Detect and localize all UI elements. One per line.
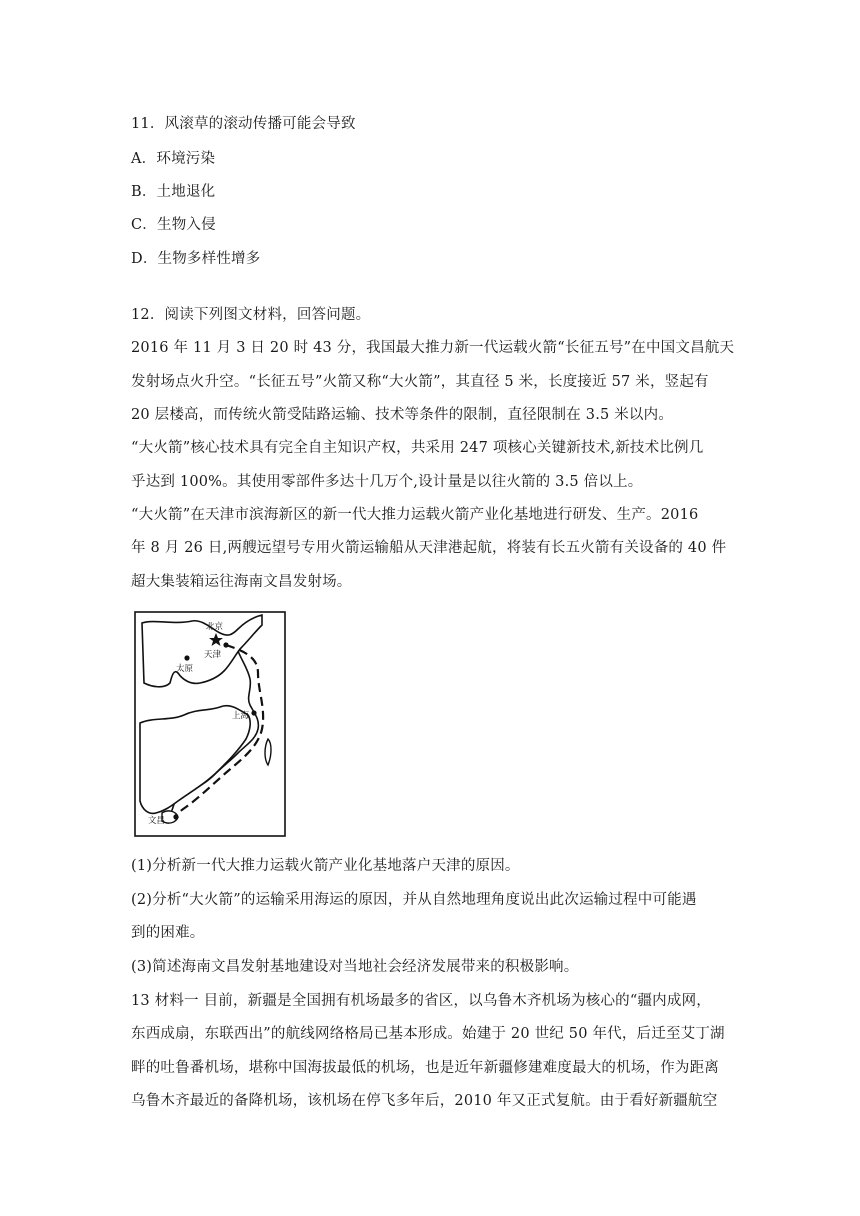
wenchang-dot-icon xyxy=(173,814,178,819)
q13-line: 畔的吐鲁番机场，堪称中国海拔最低的机场，也是近年新疆修建难度最大的机场，作为距离 xyxy=(131,1060,719,1076)
q12-subquestion-2: (2)分析“大火箭”的运输采用海运的原因，并从自然地理角度说出此次运输过程中可能遇 xyxy=(131,892,697,908)
q12-paragraph-line: 20 层楼高，而传统火箭受陆路运输、技术等条件的限制，直径限制在 3.5 米以内。 xyxy=(131,407,674,423)
shanghai-dot-icon xyxy=(251,710,256,715)
label-taiyuan: 太原 xyxy=(176,664,194,674)
q11-option-c: C．生物入侵 xyxy=(131,217,216,233)
tianjin-dot-icon xyxy=(223,642,228,647)
q12-paragraph-line: 超大集装箱运往海南文昌发射场。 xyxy=(131,574,352,590)
taiyuan-dot-icon xyxy=(184,655,189,660)
q12-paragraph-line: 年 8 月 26 日,两艘远望号专用火箭运输船从天津港起航，将装有长五火箭有关设备的 40 件 xyxy=(131,540,727,556)
q12-subquestion-2-cont: 到的困难。 xyxy=(131,925,205,941)
q11-option-a: A．环境污染 xyxy=(131,151,216,167)
q12-paragraph-line: “大火箭”在天津市滨海新区的新一代大推力运载火箭产业化基地进行研发、生产。2016 xyxy=(131,507,699,523)
q12-stem: 12．阅读下列图文材料，回答问题。 xyxy=(131,307,371,323)
q13-line: 乌鲁木齐最近的备降机场，该机场在停飞多年后，2010 年又正式复航。由于看好新疆航空 xyxy=(131,1093,718,1109)
q12-paragraph-line: 乎达到 100%。其使用零部件多达十几万个,设计量是以往火箭的 3.5 倍以上。 xyxy=(131,474,643,490)
q12-subquestion-1: (1)分析新一代大推力运载火箭产业化基地落户天津的原因。 xyxy=(131,858,520,874)
q11-option-b: B．土地退化 xyxy=(131,184,216,200)
q11-option-d: D．生物多样性增多 xyxy=(131,251,261,267)
q13-line: 东西成扇，东联西出”的航线网络格局已基本形成。始建于 20 世纪 50 年代，后迁至艾丁湖 xyxy=(131,1026,725,1042)
q11-stem: 11．风滚草的滚动传播可能会导致 xyxy=(131,116,356,132)
label-tianjin: 天津 xyxy=(204,650,222,660)
route-map xyxy=(134,611,286,837)
label-beijing: 北京 xyxy=(206,622,224,632)
q13-line: 13 材料一 目前，新疆是全国拥有机场最多的省区，以乌鲁木齐机场为核心的“疆内成网， xyxy=(131,993,711,1009)
label-wenchang: 文昌 xyxy=(148,816,166,826)
q12-paragraph-line: 2016 年 11 月 3 日 20 时 43 分，我国最大推力新一代运载火箭“长征五号”在中国文昌航天 xyxy=(131,340,735,356)
q12-paragraph-line: 发射场点火升空。“长征五号”火箭又称“大火箭”，其直径 5 米，长度接近 57 米，竖起有 xyxy=(131,374,709,390)
label-shanghai: 上海 xyxy=(232,711,250,721)
q12-subquestion-3: (3)简述海南文昌发射基地建设对当地社会经济发展带来的积极影响。 xyxy=(131,959,579,975)
q12-paragraph-line: “大火箭”核心技术具有完全自主知识产权，共采用 247 项核心关键新技术,新技术比例几 xyxy=(131,440,704,456)
